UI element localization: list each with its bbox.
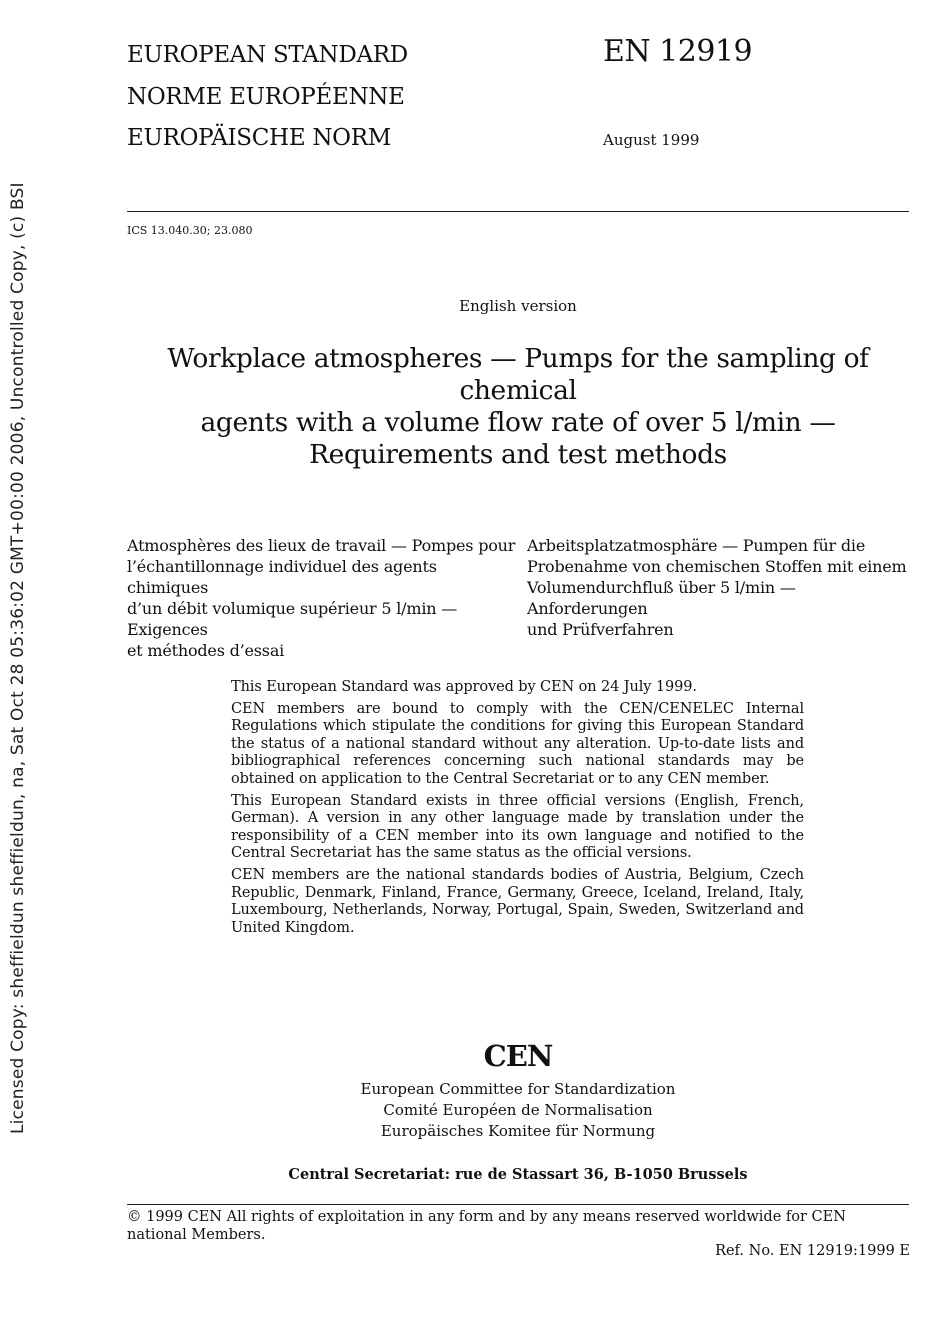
german-title-line: Arbeitsplatzatmosphäre — Pumpen für die [527,536,866,555]
approval-notes [231,679,804,941]
french-title-line: d’un débit volumique supérieur 5 l/min — Exigences [127,599,458,639]
license-notice: Licensed Copy: sheffieldun sheffieldun, na, Sat Oct 28 05:36:02 GMT+00:00 2006, Uncontrolled Copy, (c) BSI [8,182,28,1134]
reference-number: Ref. No. EN 12919:1999 E [715,1243,910,1259]
german-title-line: und Prüfverfahren [527,620,674,639]
standard-type-fr: NORME EUROPÉENNE [127,84,405,110]
copyright-notice: © 1999 CEN All rights of exploitation in any form and by any means reserved worldwide for CEN national Members. [127,1209,846,1243]
german-title-line: Volumendurchfluß über 5 l/min — Anforderungen [527,578,796,618]
german-title [527,535,909,640]
title-line: Workplace atmospheres — Pumps for the sampling of chemical [167,343,869,406]
cen-names [127,1079,909,1142]
language-version: English version [459,297,577,315]
standard-number: EN 12919 [603,34,753,69]
cen-name-english: European Committee for Standardization [360,1080,676,1098]
french-title [127,535,517,661]
french-title-line: l’échantillonnage individuel des agents chimiques [127,557,437,597]
french-title-line: Atmosphères des lieux de travail — Pompes pour [127,536,516,555]
french-title-line: et méthodes d’essai [127,641,285,660]
publication-date: August 1999 [603,131,700,149]
standard-type-de: EUROPÄISCHE NORM [127,125,391,151]
ics-code: ICS 13.040.30; 23.080 [127,224,253,237]
approval-paragraph: CEN members are bound to comply with the CEN/CENELEC Internal Regulations which stipulate the conditions for giving this European Standard the status of a national standard without any alteration. Up-to-date lists and bibliographical references concerning such national standards may be obtained on application to the Central Secretariat or to any CEN member. [231,700,804,787]
title-line: agents with a volume flow rate of over 5 l/min — [200,407,836,438]
approval-paragraph: CEN members are the national standards bodies of Austria, Belgium, Czech Republic, Denmark, Finland, France, Germany, Greece, Iceland, Ireland, Italy, Luxembourg, Netherlands, Norway, Portugal, Spain, Sweden, Switzerland and United Kingdom. [231,866,804,936]
approval-paragraph: This European Standard exists in three official versions (English, French, German). A version in any other language made by translation under the responsibility of a CEN member into its own language and notified to the Central Secretariat has the same status as the official versions. [231,792,804,862]
title-line: Requirements and test methods [309,439,727,470]
cen-logo: CEN [483,1039,553,1073]
footer-divider [127,1204,909,1205]
german-title-line: Probenahme von chemischen Stoffen mit einem [527,557,907,576]
central-secretariat: Central Secretariat: rue de Stassart 36, B-1050 Brussels [288,1166,748,1183]
document-title [127,343,909,471]
header-divider [127,211,909,212]
cen-name-french: Comité Européen de Normalisation [383,1101,653,1119]
approval-paragraph: This European Standard was approved by CEN on 24 July 1999. [231,679,697,695]
cen-name-german: Europäisches Komitee für Normung [380,1122,656,1140]
standard-type-en: EUROPEAN STANDARD [127,42,408,68]
